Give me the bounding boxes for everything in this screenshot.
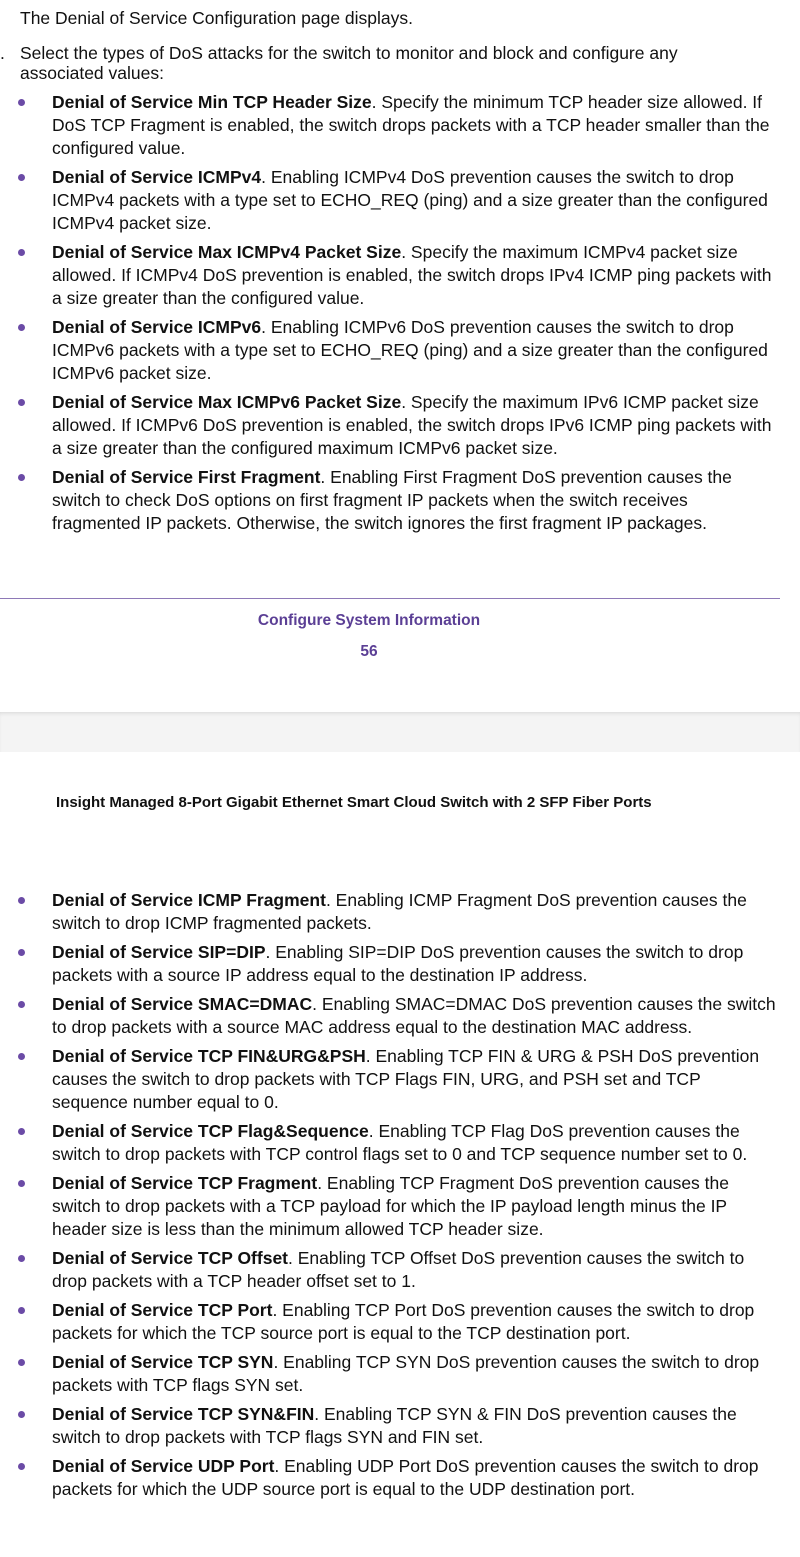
- option-description: . Enabling TCP SYN & FIN DoS prevention causes the switch to drop packets with TCP flags SYN and FIN set.: [52, 1404, 737, 1447]
- list-item: [0, 316, 800, 385]
- bullet-icon: [18, 1128, 25, 1135]
- step-marker: .: [0, 43, 5, 63]
- step-text: Select the types of DoS attacks for the switch to monitor and block and configure any associated values:: [20, 43, 678, 83]
- option-description: . Enabling SMAC=DMAC DoS prevention causes the switch to drop packets with a source MAC address equal to the destination MAC address.: [52, 994, 776, 1037]
- option-term: Denial of Service Max ICMPv4 Packet Size: [52, 242, 402, 262]
- option-description: . Enabling TCP SYN DoS prevention causes the switch to drop packets with TCP flags SYN set.: [52, 1352, 760, 1395]
- footer-chapter-title: Configure System Information: [257, 612, 481, 629]
- bullet-icon: [18, 474, 25, 481]
- document-page-57: [0, 752, 800, 1557]
- option-description: . Enabling TCP Port DoS prevention causes the switch to drop packets for which the TCP source port is equal to the TCP destination port.: [52, 1300, 755, 1343]
- option-term: Denial of Service TCP SYN: [52, 1352, 274, 1372]
- option-term: Denial of Service ICMPv4: [52, 167, 262, 187]
- bullet-icon: [18, 1463, 25, 1470]
- bullet-icon: [18, 1053, 25, 1060]
- list-item: [0, 1351, 800, 1397]
- list-item: [0, 466, 800, 535]
- list-item: [0, 1045, 800, 1114]
- option-description: . Enabling First Fragment DoS prevention causes the switch to check DoS options on first fragment IP packets when the switch receives fragmented IP packets. Otherwise, the switch ignores the first fragment IP packages.: [52, 467, 732, 533]
- option-term: Denial of Service ICMPv6: [52, 317, 262, 337]
- bullet-icon: [18, 399, 25, 406]
- bullet-icon: [18, 897, 25, 904]
- list-item: [0, 889, 800, 935]
- option-term: Denial of Service TCP FIN&URG&PSH: [52, 1046, 366, 1066]
- option-description: . Enabling TCP Fragment DoS prevention causes the switch to drop packets with a TCP payload for which the IP payload length minus the IP header size is less than the minimum allowed TCP header size.: [52, 1173, 729, 1239]
- option-description: . Enabling UDP Port DoS prevention causes the switch to drop packets for which the UDP source port is equal to the UDP destination port.: [52, 1456, 759, 1499]
- option-description: . Enabling TCP FIN & URG & PSH DoS prevention causes the switch to drop packets with TCP Flags FIN, URG, and PSH set and TCP sequence number equal to 0.: [52, 1046, 760, 1112]
- list-item: [0, 993, 800, 1039]
- bullet-icon: [18, 1001, 25, 1008]
- option-description: . Enabling ICMP Fragment DoS prevention causes the switch to drop ICMP fragmented packets.: [52, 890, 747, 933]
- list-item: [0, 91, 800, 160]
- bullet-icon: [18, 1411, 25, 1418]
- bullet-icon: [18, 949, 25, 956]
- option-description: . Enabling SIP=DIP DoS prevention causes the switch to drop packets with a source IP address equal to the destination IP address.: [52, 942, 744, 985]
- list-item: [0, 241, 800, 310]
- option-term: Denial of Service Max ICMPv6 Packet Size: [52, 392, 402, 412]
- option-term: Denial of Service First Fragment: [52, 467, 321, 487]
- footer-page-number: 56: [360, 643, 378, 660]
- list-item: [0, 941, 800, 987]
- option-term: Denial of Service SMAC=DMAC: [52, 994, 313, 1014]
- footer-divider: [0, 598, 780, 599]
- bullet-icon: [18, 249, 25, 256]
- option-term: Denial of Service TCP Fragment: [52, 1173, 318, 1193]
- option-description: . Enabling ICMPv6 DoS prevention causes the switch to drop ICMPv6 packets with a type set to ECHO_REQ (ping) and a size greater than the configured ICMPv6 packet size.: [52, 317, 768, 383]
- option-description: . Specify the minimum TCP header size allowed. If DoS TCP Fragment is enabled, the switch drops packets with a TCP header smaller than the configured value.: [52, 92, 770, 158]
- bullet-icon: [18, 1307, 25, 1314]
- list-item: [0, 1299, 800, 1345]
- list-item: [0, 1120, 800, 1166]
- option-term: Denial of Service TCP Flag&Sequence: [52, 1121, 369, 1141]
- dos-option-list: [0, 91, 800, 541]
- bullet-icon: [18, 1180, 25, 1187]
- running-header: Insight Managed 8-Port Gigabit Ethernet Smart Cloud Switch with 2 SFP Fiber Ports: [56, 794, 652, 811]
- dos-option-list-continued: [0, 889, 800, 1507]
- option-term: Denial of Service TCP Port: [52, 1300, 273, 1320]
- option-term: Denial of Service UDP Port: [52, 1456, 275, 1476]
- option-term: Denial of Service ICMP Fragment: [52, 890, 326, 910]
- intro-text: The Denial of Service Configuration page displays.: [20, 8, 413, 28]
- bullet-icon: [18, 99, 25, 106]
- option-description: . Enabling ICMPv4 DoS prevention causes the switch to drop ICMPv4 packets with a type set to ECHO_REQ (ping) and a size greater than the configured ICMPv4 packet size.: [52, 167, 768, 233]
- document-page-56: [0, 0, 800, 712]
- list-item: [0, 1403, 800, 1449]
- option-description: . Enabling TCP Flag DoS prevention causes the switch to drop packets with TCP control flags set to 0 and TCP sequence number set to 0.: [52, 1121, 748, 1164]
- list-item: [0, 391, 800, 460]
- option-description: . Specify the maximum ICMPv4 packet size allowed. If ICMPv4 DoS prevention is enabled, the switch drops IPv4 ICMP ping packets with a size greater than the configured value.: [52, 242, 772, 308]
- bullet-icon: [18, 1255, 25, 1262]
- bullet-icon: [18, 324, 25, 331]
- list-item: [0, 1247, 800, 1293]
- list-item: [0, 1455, 800, 1501]
- bullet-icon: [18, 174, 25, 181]
- page-separator: [0, 712, 800, 752]
- step-instruction: [0, 43, 760, 83]
- option-description: . Specify the maximum IPv6 ICMP packet size allowed. If ICMPv6 DoS prevention is enabled, the switch drops IPv6 ICMP ping packets with a size greater than the configured maximum ICMPv6 packet size.: [52, 392, 772, 458]
- option-term: Denial of Service SIP=DIP: [52, 942, 266, 962]
- option-term: Denial of Service TCP Offset: [52, 1248, 289, 1268]
- option-term: Denial of Service TCP SYN&FIN: [52, 1404, 315, 1424]
- bullet-icon: [18, 1359, 25, 1366]
- option-term: Denial of Service Min TCP Header Size: [52, 92, 372, 112]
- list-item: [0, 1172, 800, 1241]
- list-item: [0, 166, 800, 235]
- option-description: . Enabling TCP Offset DoS prevention causes the switch to drop packets with a TCP header offset set to 1.: [52, 1248, 745, 1291]
